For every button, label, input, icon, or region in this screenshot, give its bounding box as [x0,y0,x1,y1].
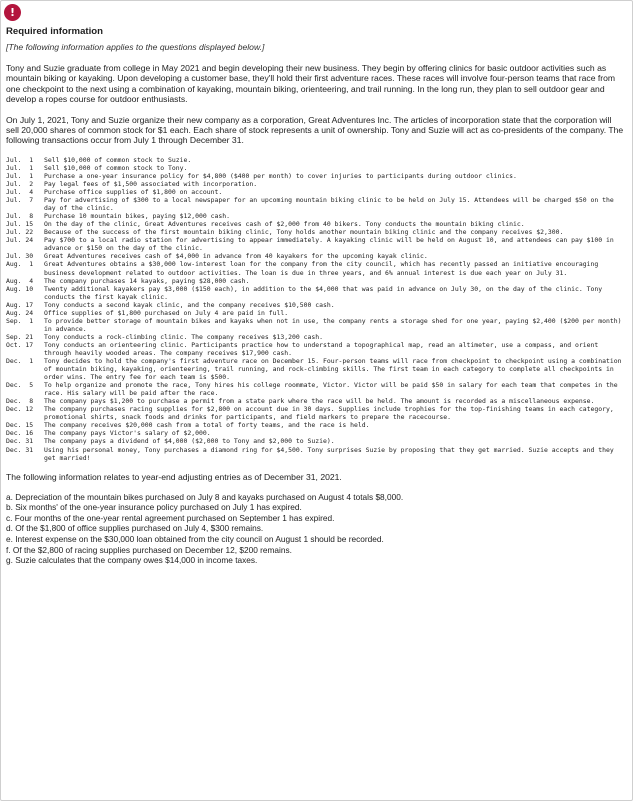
adjusting-item: f. Of the $2,800 of racing supplies purchased on December 12, $200 remains. [6,544,292,555]
transaction-text: On the day of the clinic, Great Adventures receives cash of $2,000 from 40 bikers. Tony conducts the mountain biking clinic. [44,220,525,229]
transaction-date: Aug. 24 [6,308,34,317]
transaction-text: Office supplies of $1,800 purchased on July 4 are paid in full. [44,308,289,317]
transaction-text: Tony conducts a second kayak clinic, and the company receives $10,500 cash. [44,300,335,309]
transaction-date: Jul. 7 [6,196,34,205]
transaction-row [6,397,624,405]
transaction-row [6,405,624,421]
transaction-row [6,277,624,285]
adjusting-item: g. Suzie calculates that the company owes $14,000 in income taxes. [6,555,258,566]
transaction-date: Dec. 31 [6,445,34,454]
transaction-date: Dec. 5 [6,381,34,390]
adjusting-intro: The following information relates to year-end adjusting entries as of December 31, 2021. [6,471,342,482]
transaction-text: Pay legal fees of $1,500 associated with incorporation. [44,179,258,188]
transaction-text: Tony conducts an orienteering clinic. Participants practice how to understand a topographical map, read an altimeter, use a compass, and orient through heavily wooded areas. The company receives $17,900 cash. [44,340,599,357]
adjusting-entries-list [6,492,624,566]
transaction-row [6,196,624,212]
transaction-row [6,421,624,429]
transaction-text: To provide better storage of mountain bikes and kayaks when not in use, the company rents a storage shed for one year, paying $2,400 ($200 per month) in advance. [44,316,622,333]
adjusting-item: d. Of the $1,800 of office supplies purchased on July 4, $300 remains. [6,523,264,534]
transaction-row [6,236,624,252]
transaction-text: The company pays a dividend of $4,000 ($2,000 to Tony and $2,000 to Suzie). [44,437,335,446]
transaction-date: Aug. 10 [6,284,34,293]
transaction-date: Jul. 1 [6,155,34,164]
adjusting-item: a. Depreciation of the mountain bikes purchased on July 8 and kayaks purchased on August 4 totals $8,000. [6,491,404,502]
transaction-text: The company purchases racing supplies for $2,800 on account due in 30 days. Supplies include trophies for the top-finishing teams in each category, promotional shirts, snack foods and drinks for participants, and field markers to prepare the racecourse. [44,405,614,422]
transaction-row [6,341,624,357]
section-heading: Required information [6,26,104,37]
transaction-row [6,260,624,276]
transaction-row [6,164,624,172]
transaction-text: Pay $700 to a local radio station for advertising to appear immediately. A kayaking clinic will be held on August 10, and attendees can pay $100 in advance or $150 on the day of the clinic. [44,236,614,253]
transaction-date: Jul. 22 [6,228,34,237]
transaction-text: Purchase 10 mountain bikes, paying $12,000 cash. [44,212,231,221]
transaction-date: Jul. 15 [6,220,34,229]
transaction-row [6,309,624,317]
transaction-date: Jul. 30 [6,252,34,261]
transaction-list [6,156,624,462]
transaction-text: Pay for advertising of $300 to a local newspaper for an upcoming mountain biking clinic to be held on July 15. Attendees will be charged $50 on the day of the clinic. [44,196,614,213]
alert-icon: ! [4,4,21,21]
transaction-date: Dec. 15 [6,421,34,430]
transaction-text: To help organize and promote the race, Tony hires his college roommate, Victor. Victor will be paid $50 in salary for each team that competes in the race. His salary will be paid after the race. [44,381,618,398]
transaction-date: Dec. 1 [6,357,34,366]
transaction-date: Oct. 17 [6,340,34,349]
transaction-text: Great Adventures receives cash of $4,000 in advance from 40 kayakers for the upcoming kayak clinic. [44,252,428,261]
transaction-row [6,228,624,236]
transaction-date: Jul. 8 [6,212,34,221]
transaction-row [6,180,624,188]
transaction-text: Purchase office supplies of $1,800 on account. [44,188,223,197]
transaction-row [6,333,624,341]
transaction-row [6,252,624,260]
transaction-row [6,381,624,397]
transaction-date: Dec. 31 [6,437,34,446]
transaction-text: Great Adventures obtains a $30,000 low-interest loan for the company from the city council, which has recently passed an initiative encouraging business development related to outdoor activities. The loan is due in three years, and 6% annual interest is due each year on July 31. [44,260,599,277]
transaction-text: Using his personal money, Tony purchases a diamond ring for $4,500. Tony surprises Suzie by proposing that they get married. Suzie accepts and they get married! [44,445,614,462]
section-subheading: [The following information applies to the questions displayed below.] [6,42,265,52]
transaction-date: Dec. 8 [6,397,34,406]
transaction-row [6,446,624,462]
transaction-row [6,188,624,196]
transaction-date: Aug. 1 [6,260,34,269]
transaction-date: Dec. 12 [6,405,34,414]
transaction-date: Jul. 1 [6,163,34,172]
intro-paragraph-2: On July 1, 2021, Tony and Suzie organize their new company as a corporation, Great Adventures Inc. The articles of incorporation state that the corporation will sell 20,000 shares of common stock for $1 each. Each share of stock represents a unit of ownership. Tony and Suzie will act as co-presidents of the company. The following transactions occur from July 1 through December 31. [6,114,624,146]
intro-paragraph-1: Tony and Suzie graduate from college in May 2021 and begin developing their new business. They begin by offering clinics for basic outdoor activities such as mountain biking or kayaking. Upon developing a customer base, they'll hold their first adventure races. These races will involve four-person teams that race from one checkpoint to the next using a combination of kayaking, mountain biking, orienteering, and trail running. In the long run, they plan to sell outdoor gear and develop a ropes course for outdoor enthusiasts. [6,63,616,105]
question-content [6,26,624,566]
transaction-text: Twenty additional kayakers pay $3,000 ($150 each), in addition to the $4,000 that was paid in advance on July 30, on the day of the clinic. Tony conducts the first kayak clinic. [44,284,603,301]
adjusting-item: e. Interest expense on the $30,000 loan obtained from the city council on August 1 should be recorded. [6,534,384,544]
transaction-text: The company pays Victor's salary of $2,000. [44,429,211,438]
transaction-row [6,285,624,301]
adjusting-item: b. Six months' of the one-year insurance policy purchased on July 1 has expired. [6,502,302,513]
transaction-text: Tony decides to hold the company's first adventure race on December 15. Four-person teams will race from checkpoint to checkpoint using a combination of mountain biking, kayaking, orienteering, trail running, and rock-climbing skills. The first team in each category to complete all checkpoints in order wins. The entry fee for each team is $500. [44,357,622,382]
transaction-text: Purchase a one-year insurance policy for $4,800 ($400 per month) to cover injuries to participants during outdoor clinics. [44,171,517,180]
transaction-date: Sep. 1 [6,316,34,325]
transaction-text: The company receives $20,000 cash from a total of forty teams, and the race is held. [44,421,370,430]
transaction-text: Sell $10,000 of common stock to Suzie. [44,155,192,164]
transaction-row [6,172,624,180]
transaction-row [6,317,624,333]
transaction-row [6,212,624,220]
transaction-text: The company pays $1,200 to purchase a permit from a state park where the race will be held. The amount is recorded as a miscellaneous expense. [44,397,595,406]
transaction-date: Jul. 24 [6,236,34,245]
transaction-row [6,437,624,445]
transaction-date: Jul. 1 [6,171,34,180]
transaction-date: Aug. 17 [6,300,34,309]
adjusting-item: c. Four months of the one-year rental agreement purchased on September 1 has expired. [6,512,335,523]
transaction-date: Sep. 21 [6,332,34,341]
transaction-text: Because of the success of the first mountain biking clinic, Tony holds another mountain biking clinic and the company receives $2,300. [44,228,564,237]
transaction-row [6,301,624,309]
transaction-date: Dec. 16 [6,429,34,438]
transaction-date: Jul. 4 [6,188,34,197]
transaction-row [6,156,624,164]
transaction-text: The company purchases 14 kayaks, paying $28,000 cash. [44,276,250,285]
transaction-date: Aug. 4 [6,276,34,285]
transaction-row [6,357,624,381]
transaction-row [6,429,624,437]
transaction-text: Sell $10,000 of common stock to Tony. [44,163,188,172]
transaction-date: Jul. 2 [6,179,34,188]
transaction-text: Tony conducts a rock-climbing clinic. The company receives $13,200 cash. [44,332,324,341]
transaction-row [6,220,624,228]
